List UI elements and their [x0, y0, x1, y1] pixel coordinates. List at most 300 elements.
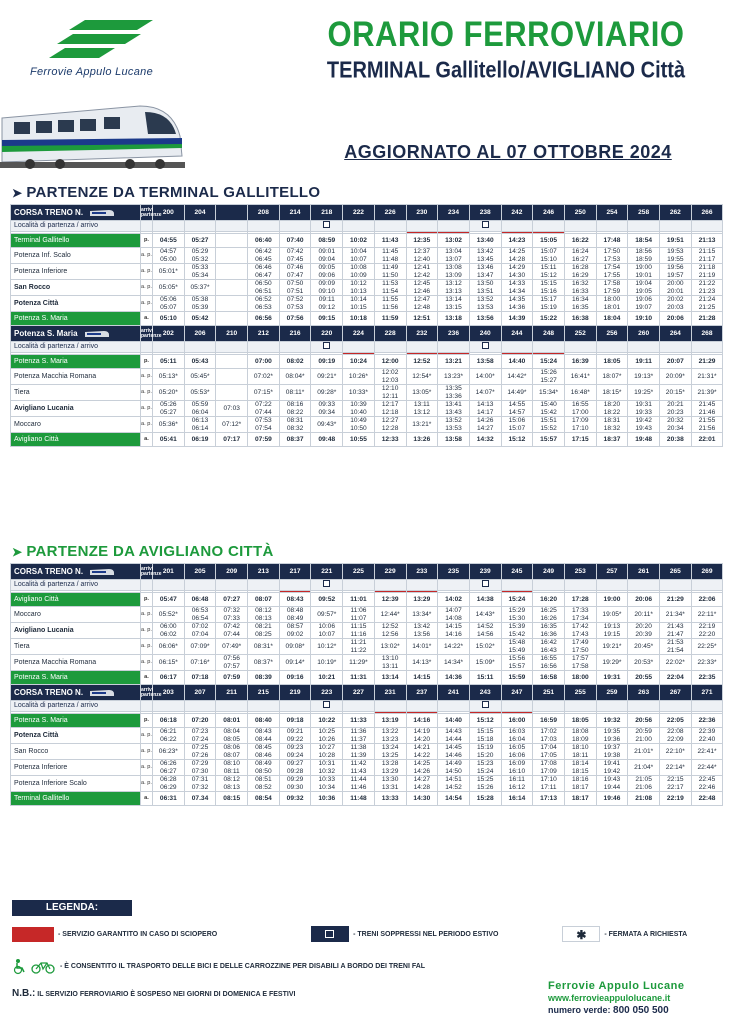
time-cell: 13:21	[438, 355, 470, 369]
time-cell: 11:44 11:46	[343, 776, 375, 792]
soppresso-marker	[564, 701, 596, 712]
station-name: San Rocco	[11, 280, 141, 296]
station-name: Tiera	[11, 385, 141, 401]
train-number: 241	[438, 685, 470, 701]
station-name: Potenza Inf. Scalo	[11, 248, 141, 264]
time-cell: 20:11*	[628, 607, 660, 623]
time-cell: 07:52 07:53	[279, 296, 311, 312]
train-number: 215	[248, 685, 280, 701]
time-cell: 17:54 17:55	[596, 264, 628, 280]
soppresso-marker	[153, 221, 185, 232]
train-number: 266	[691, 205, 723, 221]
train-number: 218	[311, 205, 343, 221]
time-cell: 13:14	[374, 671, 406, 685]
station-name: Potenza Città	[11, 296, 141, 312]
time-cell: 05:53*	[184, 385, 216, 401]
time-cell: 07.34	[184, 792, 216, 806]
station-name: Potenza Macchia Romana	[11, 369, 141, 385]
soppresso-marker	[469, 221, 501, 232]
time-cell: 08:48 08:49	[279, 607, 311, 623]
time-cell: 07:02*	[248, 369, 280, 385]
soppresso-marker	[343, 701, 375, 712]
soppresso-marker	[343, 342, 375, 353]
station-row	[11, 234, 723, 248]
station-row	[11, 776, 723, 792]
time-cell: 19:13 19:15	[596, 623, 628, 639]
time-cell: 17:04 17:05	[533, 744, 565, 760]
time-cell: 15:25 15:26	[469, 776, 501, 792]
time-cell: 17:50 17:53	[596, 248, 628, 264]
time-cell: 10:39 10:40	[343, 401, 375, 417]
train-number: 224	[343, 326, 375, 342]
time-cell: 16:20	[533, 593, 565, 607]
time-cell: 05:41	[153, 433, 185, 447]
train-number: 213	[248, 564, 280, 580]
square-icon	[323, 580, 330, 587]
train-number: 231	[374, 685, 406, 701]
time-cell: 10:08 10:09	[343, 264, 375, 280]
soppresso-marker	[184, 342, 216, 353]
time-cell: 08:01	[216, 714, 248, 728]
square-icon	[311, 926, 349, 942]
stop-type: a.	[141, 433, 153, 447]
time-cell: 14:49*	[501, 385, 533, 401]
station-name: Potenza Città	[11, 728, 141, 744]
time-cell: 22:10*	[660, 744, 692, 760]
time-cell: 17:13	[533, 792, 565, 806]
arrivi-partenze-label: arrivi partenze	[141, 205, 153, 221]
time-cell: 09:08*	[279, 639, 311, 655]
time-cell: 05:36*	[153, 417, 185, 433]
square-icon	[482, 342, 489, 349]
time-cell: 05:38 05:39	[184, 296, 216, 312]
train-icon	[89, 568, 115, 576]
time-cell: 12:45 12:46	[406, 280, 438, 296]
train-number: 229	[374, 564, 406, 580]
time-cell: 07:17	[216, 433, 248, 447]
time-cell: 05:42	[184, 312, 216, 326]
station-row	[11, 728, 723, 744]
logo-text: Ferrovie Appulo Lucane	[30, 66, 153, 78]
square-icon	[323, 342, 330, 349]
station-name: Avigliano Lucania	[11, 401, 141, 417]
time-cell: 08:40	[248, 714, 280, 728]
time-cell: 18:00	[564, 671, 596, 685]
time-cell: 13:22 13:23	[374, 728, 406, 744]
time-cell: 13:33	[374, 792, 406, 806]
time-cell: 14:01*	[406, 639, 438, 655]
soppresso-marker	[596, 221, 628, 232]
time-cell: 17:08 17:09	[533, 760, 565, 776]
time-cell: 09:48	[311, 433, 343, 447]
time-cell: 13:58	[438, 433, 470, 447]
time-cell: 14:43*	[469, 607, 501, 623]
time-cell: 18:14 18:15	[564, 760, 596, 776]
time-cell: 07:42 07:44	[216, 623, 248, 639]
soppresso-marker	[311, 580, 343, 591]
train-number: 242	[501, 205, 533, 221]
time-cell: 15:12	[501, 433, 533, 447]
train-number: 208	[248, 205, 280, 221]
arrivi-partenze-label: arrivi partenze	[141, 685, 153, 701]
time-cell: 05:26 05:27	[153, 401, 185, 417]
station-row	[11, 312, 723, 326]
time-cell: 05:52*	[153, 607, 185, 623]
time-cell: 14:30	[406, 792, 438, 806]
time-cell: 06:19	[184, 433, 216, 447]
time-cell: 09:19	[311, 355, 343, 369]
time-cell: 19:00 19:01	[628, 264, 660, 280]
time-cell: 19:13*	[628, 369, 660, 385]
time-cell: 12:27 12:28	[374, 417, 406, 433]
train-number: 235	[438, 564, 470, 580]
time-cell: 08:59	[311, 234, 343, 248]
train-number-row	[11, 685, 723, 701]
time-cell: 07:09*	[184, 639, 216, 655]
time-cell: 11:38 11:39	[343, 744, 375, 760]
time-cell: 22:45 22:46	[691, 776, 723, 792]
time-cell: 10:25 10:26	[311, 728, 343, 744]
train-number: 223	[311, 685, 343, 701]
station-name: Potenza Inferiore	[11, 264, 141, 280]
time-cell: 13:19	[374, 714, 406, 728]
time-cell: 13:50 13:51	[469, 280, 501, 296]
time-cell: 21:55 21:56	[691, 417, 723, 433]
time-cell: 12:33	[374, 433, 406, 447]
time-cell: 14:15 14:16	[438, 623, 470, 639]
time-cell: 11:01	[343, 593, 375, 607]
time-cell: 08:16 08:22	[279, 401, 311, 417]
soppresso-marker	[533, 580, 565, 591]
time-cell: 17:28	[564, 593, 596, 607]
time-cell: 07:25 07:26	[184, 744, 216, 760]
time-cell: 16:24 16:27	[564, 248, 596, 264]
time-cell: 21:15 21:17	[691, 248, 723, 264]
time-cell: 12:44*	[374, 607, 406, 623]
time-cell: 07:40	[279, 234, 311, 248]
station-row	[11, 714, 723, 728]
stop-type: a. p.	[141, 760, 153, 776]
soppresso-marker	[279, 580, 311, 591]
numero-label: numero verde:	[548, 1005, 611, 1015]
train-number: 240	[469, 326, 501, 342]
time-cell: 22:19 22:20	[691, 623, 723, 639]
time-cell: 16:48*	[564, 385, 596, 401]
time-cell: 16:58	[533, 671, 565, 685]
train-number: 210	[216, 326, 248, 342]
time-cell: 12:52	[406, 355, 438, 369]
station-name: Potenza S. Maria	[11, 355, 141, 369]
time-cell: 06:46 06:47	[248, 264, 280, 280]
time-cell: 14:16	[406, 714, 438, 728]
time-cell: 15:24	[501, 593, 533, 607]
train-number: 236	[438, 326, 470, 342]
train-number: 245	[501, 564, 533, 580]
soppresso-marker	[660, 221, 692, 232]
time-cell: 22:39 22:40	[691, 728, 723, 744]
train-number: 216	[279, 326, 311, 342]
time-cell: 15:48 15:49	[501, 639, 533, 655]
time-cell: 14:21 14:22	[406, 744, 438, 760]
time-cell: 07:46 07:47	[279, 264, 311, 280]
train-number: 260	[628, 326, 660, 342]
time-cell: 15:11	[469, 671, 501, 685]
time-cell: 13:40	[469, 234, 501, 248]
station-row	[11, 760, 723, 776]
time-cell: 09:21 09:22	[279, 728, 311, 744]
time-cell: 18:16 18:17	[564, 776, 596, 792]
time-cell: 16:34 16:35	[564, 296, 596, 312]
time-cell: 10:24	[343, 355, 375, 369]
time-cell: 14:07*	[469, 385, 501, 401]
time-cell: 08:04*	[279, 369, 311, 385]
time-cell: 18:17	[564, 792, 596, 806]
time-cell: 06:17	[153, 671, 185, 685]
soppresso-marker	[533, 221, 565, 232]
wheelchair-bike-icon	[12, 958, 56, 974]
localita-label: Località di partenza / arrivo	[11, 580, 141, 591]
time-cell: 14:23	[501, 234, 533, 248]
numero-value: 800 050 500	[613, 1005, 669, 1016]
time-cell: 10:06 10:07	[311, 623, 343, 639]
time-cell: 08:43	[279, 593, 311, 607]
train-number: 203	[153, 685, 185, 701]
time-cell: 20:45*	[628, 639, 660, 655]
train-number: 204	[184, 205, 216, 221]
page-title: ORARIO FERROVIARIO	[327, 14, 685, 55]
train-number: 202	[153, 326, 185, 342]
time-cell: 16:35 16:36	[533, 623, 565, 639]
soppresso-marker	[438, 580, 470, 591]
time-cell: 13:41 13:43	[438, 401, 470, 417]
time-cell: 21:45 21:46	[691, 401, 723, 417]
time-cell: 09:43*	[311, 417, 343, 433]
train-number: 258	[628, 205, 660, 221]
soppresso-marker	[374, 342, 406, 353]
time-cell: 17:09 17:10	[564, 417, 596, 433]
time-cell: 07:31 07:32	[184, 776, 216, 792]
time-cell: 18:10 18:11	[564, 744, 596, 760]
soppresso-marker	[279, 221, 311, 232]
time-cell: 04:57 05:00	[153, 248, 185, 264]
time-cell: 20:06	[660, 312, 692, 326]
time-cell: 06:15*	[153, 655, 185, 671]
time-cell: 19:10	[628, 312, 660, 326]
time-cell: 19:32	[596, 714, 628, 728]
time-cell: 18:07*	[596, 369, 628, 385]
time-cell	[216, 312, 248, 326]
time-cell: 10:18	[343, 312, 375, 326]
time-cell: 14:55 14:57	[501, 401, 533, 417]
localita-row	[11, 701, 723, 712]
time-cell: 10:02	[343, 234, 375, 248]
asterisk-icon: ✱	[562, 926, 600, 942]
time-cell: 21:29	[691, 355, 723, 369]
time-cell: 14:19 14:20	[406, 728, 438, 744]
time-cell: 21:43 21:47	[660, 623, 692, 639]
time-cell: 21:34*	[660, 607, 692, 623]
time-cell: 10:33 10:34	[311, 776, 343, 792]
time-cell: 18:54	[628, 234, 660, 248]
soppresso-marker	[596, 701, 628, 712]
time-cell: 13:26	[406, 433, 438, 447]
station-row	[11, 417, 723, 433]
time-cell: 07:03	[216, 401, 248, 417]
time-cell: 19:37 19:38	[596, 744, 628, 760]
time-cell: 05:01*	[153, 264, 185, 280]
time-cell: 15:40 15:42	[533, 401, 565, 417]
arrivi-partenze-label: arrivi partenze	[141, 326, 153, 342]
header	[0, 0, 732, 175]
footer-website[interactable]: www.ferrovieappulolucane.it	[548, 993, 671, 1003]
soppresso-marker	[279, 342, 311, 353]
soppresso-marker	[596, 342, 628, 353]
train-number: 200	[153, 205, 185, 221]
soppresso-marker	[153, 701, 185, 712]
time-cell: 09:05 09:06	[311, 264, 343, 280]
train-number-row	[11, 326, 723, 342]
soppresso-marker	[406, 701, 438, 712]
time-cell: 13:23*	[438, 369, 470, 385]
train-number: 238	[469, 205, 501, 221]
note	[12, 988, 295, 999]
time-cell: 07:23 07:24	[184, 728, 216, 744]
time-cell: 08:45 08:46	[248, 744, 280, 760]
soppresso-marker	[406, 342, 438, 353]
square-icon	[482, 701, 489, 708]
time-cell: 13:08 13:09	[438, 264, 470, 280]
time-cell: 14:35 14:36	[501, 296, 533, 312]
train-number: 217	[279, 564, 311, 580]
station-row	[11, 385, 723, 401]
legend-square-text: - TRENI SOPPRESSI NEL PERIODO ESTIVO	[353, 930, 499, 938]
section2-label: PARTENZE DA AVIGLIANO CITTÀ	[26, 543, 274, 560]
time-cell: 14:32	[469, 433, 501, 447]
soppresso-marker	[184, 701, 216, 712]
train-number: 248	[533, 326, 565, 342]
time-cell: 13:58	[469, 355, 501, 369]
time-cell: 14:07 14:08	[438, 607, 470, 623]
time-cell: 10:14 10:15	[343, 296, 375, 312]
legend-bike-text: - È CONSENTITO IL TRASPORTO DELLE BICI E DELLE CARROZZINE PER DISABILI A BORDO DEI TRENI FAL	[60, 962, 426, 970]
time-cell: 07:15*	[248, 385, 280, 401]
time-cell: 19:11	[628, 355, 660, 369]
time-cell: 15:28	[469, 792, 501, 806]
time-cell: 20:15*	[660, 385, 692, 401]
train-number	[216, 205, 248, 221]
time-cell: 20:38	[660, 433, 692, 447]
time-cell: 07:50 07:51	[279, 280, 311, 296]
time-cell: 13:02*	[374, 639, 406, 655]
time-cell: 14:25 14:26	[406, 760, 438, 776]
time-cell: 07:00	[248, 355, 280, 369]
time-cell: 20:07	[660, 355, 692, 369]
time-cell: 11:33	[343, 714, 375, 728]
time-cell: 14:02	[438, 593, 470, 607]
time-cell: 22:35	[691, 671, 723, 685]
time-cell: 19:53 19:55	[660, 248, 692, 264]
square-icon	[323, 221, 330, 228]
train-number: 267	[660, 685, 692, 701]
station-name: Avigliano Lucania	[11, 623, 141, 639]
time-cell: 22:14*	[660, 760, 692, 776]
station-name: Potenza Inferiore	[11, 760, 141, 776]
square-icon	[323, 701, 330, 708]
time-cell: 10:21	[311, 671, 343, 685]
time-cell: 17:33 17:34	[564, 607, 596, 623]
station-name: Potenza S. Maria	[11, 714, 141, 728]
time-cell: 19:31	[596, 671, 628, 685]
time-cell: 15:57	[533, 433, 565, 447]
time-cell: 08:12 08:13	[216, 776, 248, 792]
time-cell	[216, 385, 248, 401]
time-cell: 13:29	[406, 593, 438, 607]
time-cell: 12:41 12:42	[406, 264, 438, 280]
train-number: 232	[406, 326, 438, 342]
soppresso-marker	[564, 580, 596, 591]
soppresso-marker	[374, 221, 406, 232]
arrow-right-icon: ➤	[12, 545, 23, 559]
time-cell: 15:29 15:30	[501, 607, 533, 623]
time-cell: 19:43 19:44	[596, 776, 628, 792]
time-cell: 19:42 19:43	[628, 417, 660, 433]
time-cell: 16:09 16:10	[501, 760, 533, 776]
time-cell: 17:49 17:50	[564, 639, 596, 655]
soppresso-marker	[279, 701, 311, 712]
time-cell: 20:32 20:34	[660, 417, 692, 433]
train-number: 201	[153, 564, 185, 580]
time-cell: 12:51	[406, 312, 438, 326]
time-cell: 16:14	[501, 792, 533, 806]
soppresso-marker	[374, 580, 406, 591]
train-number: 233	[406, 564, 438, 580]
stop-type: a. p.	[141, 280, 153, 296]
soppresso-marker	[691, 342, 723, 353]
station-name: Avigliano Città	[11, 593, 141, 607]
time-cell: 12:52 12:56	[374, 623, 406, 639]
time-cell: 22:01	[691, 433, 723, 447]
time-cell: 10:27 10:28	[311, 744, 343, 760]
time-cell: 16:55 17:00	[564, 401, 596, 417]
time-cell: 21:24 21:25	[691, 296, 723, 312]
time-cell: 13:05*	[406, 385, 438, 401]
station-name: Potenza Macchia Romana	[11, 655, 141, 671]
time-cell: 19:51	[660, 234, 692, 248]
time-cell: 14:45 14:46	[438, 744, 470, 760]
time-cell: 09:27 09:28	[279, 760, 311, 776]
page-subtitle: TERMINAL Gallitello/AVIGLIANO Città	[326, 58, 686, 84]
time-cell: 17:48	[596, 234, 628, 248]
time-cell: 08:51 08:52	[248, 776, 280, 792]
station-row	[11, 296, 723, 312]
time-cell: 22:11*	[691, 607, 723, 623]
time-cell: 11:36 11:37	[343, 728, 375, 744]
time-cell: 14:40	[501, 355, 533, 369]
time-cell: 15:39 15:42	[501, 623, 533, 639]
time-cell: 18:00 18:01	[596, 296, 628, 312]
time-cell: 09:09 09:10	[311, 280, 343, 296]
soppresso-marker	[438, 342, 470, 353]
time-cell: 06:31	[153, 792, 185, 806]
localita-row	[11, 580, 723, 591]
stop-type: a. p.	[141, 248, 153, 264]
time-cell	[216, 280, 248, 296]
time-cell: 22:44*	[691, 760, 723, 776]
station-name: Potenza Inferiore Scalo	[11, 776, 141, 792]
soppresso-marker	[216, 580, 248, 591]
time-cell: 16:42 16:43	[533, 639, 565, 655]
soppresso-marker	[248, 701, 280, 712]
